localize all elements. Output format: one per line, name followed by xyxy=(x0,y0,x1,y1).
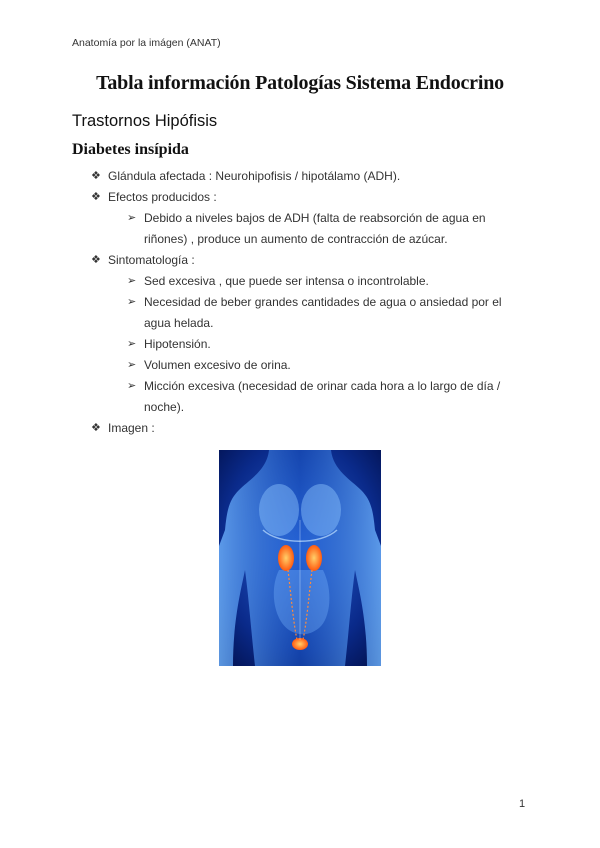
sub-list-item xyxy=(72,271,522,292)
list-item-text: Imagen : xyxy=(108,421,155,435)
sub-list-item-text: Micción excesiva (necesidad de orinar cada hora a lo largo de día / noche). xyxy=(144,379,501,414)
sub-list-item xyxy=(72,208,522,250)
diamond-bullet-icon: ❖ xyxy=(91,191,101,203)
diamond-bullet-icon: ❖ xyxy=(91,422,101,434)
sub-list-item xyxy=(72,355,522,376)
arrow-bullet-icon: ➢ xyxy=(127,338,137,350)
list-item xyxy=(72,250,522,271)
list-item-text: Sintomatología : xyxy=(108,253,195,267)
arrow-bullet-icon: ➢ xyxy=(127,359,137,371)
arrow-bullet-icon: ➢ xyxy=(127,275,137,287)
page-header: Anatomía por la imágen (ANAT) xyxy=(72,37,221,49)
sub-list-item-text: Necesidad de beber grandes cantidades de agua o ansiedad por el agua helada. xyxy=(144,295,502,330)
anatomy-kidneys-illustration xyxy=(219,450,381,666)
diamond-bullet-icon: ❖ xyxy=(91,254,101,266)
sub-list-item xyxy=(72,334,522,355)
list-item-text: Efectos producidos : xyxy=(108,190,217,204)
arrow-bullet-icon: ➢ xyxy=(127,380,137,392)
sub-list-item-text: Volumen excesivo de orina. xyxy=(144,358,291,372)
arrow-bullet-icon: ➢ xyxy=(127,212,137,224)
sub-list-item-text: Sed excesiva , que puede ser intensa o incontrolable. xyxy=(144,274,429,288)
section-heading: Trastornos Hipófisis xyxy=(72,112,218,130)
list-item-text: Glándula afectada : Neurohipofisis / hipotálamo (ADH). xyxy=(108,169,401,183)
list-item xyxy=(72,187,522,208)
page-number: 1 xyxy=(519,798,526,810)
document-title: Tabla información Patologías Sistema Endocrino xyxy=(96,72,504,94)
sub-list-item-text: Debido a niveles bajos de ADH (falta de reabsorción de agua en riñones) , produce un aumento de contracción de azúcar. xyxy=(144,211,486,246)
list-item xyxy=(72,418,522,439)
bullet-list xyxy=(72,166,522,439)
sub-list-item xyxy=(72,376,522,418)
sub-list-item-text: Hipotensión. xyxy=(144,337,211,351)
arrow-bullet-icon: ➢ xyxy=(127,296,137,308)
sub-list-item xyxy=(72,292,522,334)
list-item xyxy=(72,166,522,187)
diamond-bullet-icon: ❖ xyxy=(91,170,101,182)
subsection-heading: Diabetes insípida xyxy=(72,141,189,158)
